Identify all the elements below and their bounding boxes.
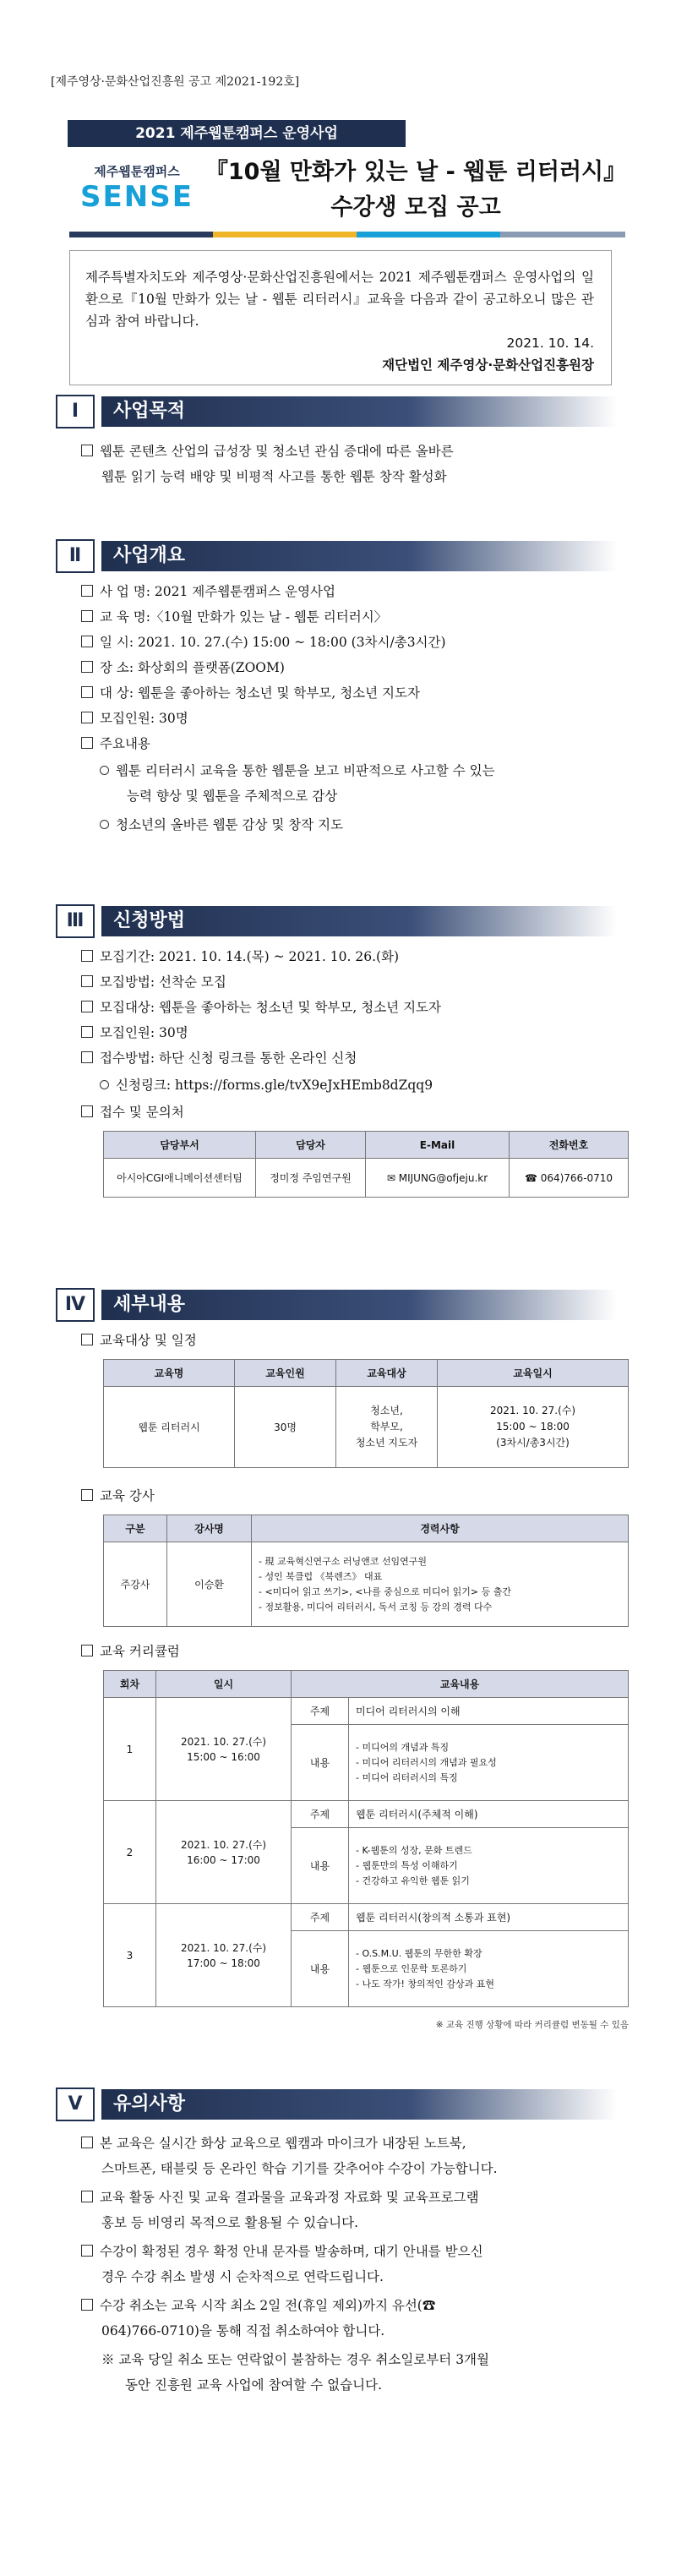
checkbox-icon bbox=[81, 445, 93, 456]
notice-item-4-cont: 064)766-0710)을 통해 직접 취소하여야 합니다. bbox=[101, 2323, 385, 2339]
checkbox-icon bbox=[81, 585, 93, 597]
overview-item: 장 소: 화상회의 플랫폼(ZOOM) bbox=[81, 656, 622, 679]
instructor-role: 주강사 bbox=[104, 1542, 167, 1627]
content-item-1-cont: 능력 향상 및 웹툰을 주체적으로 감상 bbox=[127, 789, 338, 804]
overview-item: 모집인원: 30명 bbox=[81, 707, 622, 730]
checkbox-icon bbox=[81, 2191, 93, 2202]
table-header: 회차 bbox=[104, 1671, 156, 1698]
overview-item: 교 육 명:〈10월 만화가 있는 날 - 웹툰 리터러시〉 bbox=[81, 605, 622, 629]
instructor-table bbox=[103, 1514, 629, 1627]
overview-item: 대 상: 웹툰을 좋아하는 청소년 및 학부모, 청소년 지도자 bbox=[81, 681, 622, 705]
document-number: [제주영상·문화산업진흥원 공고 제2021-192호] bbox=[51, 75, 300, 89]
table-header: 교육명 bbox=[104, 1360, 235, 1387]
table-header: 교육내용 bbox=[292, 1671, 629, 1698]
circle-bullet-icon bbox=[100, 1080, 109, 1089]
purpose-line-2: 웹툰 읽기 능력 배양 및 비평적 사고를 통한 웹툰 창작 활성화 bbox=[101, 469, 447, 484]
contact-label: 접수 및 문의처 bbox=[81, 1100, 622, 1124]
title-line-2: 수강생 모집 공고 bbox=[330, 194, 501, 221]
apply-item: 모집인원: 30명 bbox=[81, 1021, 622, 1045]
overview-item: 사 업 명: 2021 제주웹툰캠퍼스 운영사업 bbox=[81, 580, 622, 603]
contact-table bbox=[103, 1131, 629, 1198]
notice-item-4: 수강 취소는 교육 시작 최소 2일 전(휴일 제외)까지 유선(☎ bbox=[81, 2294, 622, 2317]
table-row bbox=[104, 1698, 629, 1725]
content-item-1: 웹툰 리터러시 교육을 통한 웹툰을 보고 비판적으로 사고할 수 있는 bbox=[100, 759, 624, 783]
section-3-header bbox=[56, 903, 617, 940]
checkbox-icon bbox=[81, 1489, 93, 1501]
session-theme: 웹툰 리터러시(창의적 소통과 표현) bbox=[349, 1904, 629, 1931]
checkbox-icon bbox=[81, 737, 93, 749]
content-item-2: 청소년의 올바른 웹툰 감상 및 창작 지도 bbox=[100, 813, 624, 837]
stripe-yellow bbox=[213, 232, 357, 237]
course-target: 청소년, 학부모, 청소년 지도자 bbox=[336, 1387, 438, 1468]
notice-item-2-cont: 홍보 등 비영리 목적으로 활용될 수 있습니다. bbox=[101, 2215, 359, 2230]
section-title: 신청방법 bbox=[101, 906, 617, 936]
session-time: 2021. 10. 27.(수) 17:00 ~ 18:00 bbox=[156, 1904, 292, 2007]
content-label: 내용 bbox=[292, 1828, 349, 1904]
notice-item-1: 본 교육은 실시간 화상 교육으로 웹캠과 마이크가 내장된 노트북, bbox=[81, 2131, 622, 2155]
section-number: Ⅱ bbox=[56, 539, 95, 573]
notice-item-1-cont: 스마트폰, 태블릿 등 온라인 학습 기기를 갖추어야 수강이 가능합니다. bbox=[101, 2161, 498, 2176]
circle-bullet-icon bbox=[100, 820, 109, 829]
checkbox-icon bbox=[81, 636, 93, 647]
stripe-gray bbox=[500, 232, 625, 237]
table-header: 담당부서 bbox=[104, 1132, 256, 1159]
section-5-header bbox=[56, 2086, 617, 2123]
table-row bbox=[104, 1801, 629, 1828]
curriculum-table bbox=[103, 1670, 629, 2007]
table-header: 일시 bbox=[156, 1671, 292, 1698]
checkbox-icon bbox=[81, 2299, 93, 2311]
notice-item-2: 교육 활동 사진 및 교육 결과물을 교육과정 자료화 및 교육프로그램 bbox=[81, 2186, 622, 2209]
notice-item-3: 수강이 확정된 경우 확정 안내 문자를 발송하며, 대기 안내를 받으신 bbox=[81, 2240, 622, 2263]
table-header: E-Mail bbox=[366, 1132, 510, 1159]
section-number: Ⅳ bbox=[56, 1288, 95, 1322]
schedule-label: 교육대상 및 일정 bbox=[81, 1329, 622, 1352]
checkbox-icon bbox=[81, 2245, 93, 2257]
circle-bullet-icon bbox=[100, 766, 109, 775]
apply-item: 접수방법: 하단 신청 링크를 통한 온라인 신청 bbox=[81, 1046, 622, 1070]
contact-dept: 아시아CGI애니메이션센터팀 bbox=[104, 1159, 256, 1198]
instructor-label: 교육 강사 bbox=[81, 1484, 622, 1508]
schedule-table bbox=[103, 1359, 629, 1468]
session-content: - 미디어의 개념과 특징 - 미디어 리터러시의 개념과 필요성 - 미디어 리터러시의 특징 bbox=[349, 1725, 629, 1801]
theme-label: 주제 bbox=[292, 1698, 349, 1725]
apply-item: 모집방법: 선착순 모집 bbox=[81, 970, 622, 994]
course-datetime: 2021. 10. 27.(수) 15:00 ~ 18:00 (3차시/총3시간) bbox=[438, 1387, 629, 1468]
session-theme: 미디어 리터러시의 이해 bbox=[349, 1698, 629, 1725]
session-content: - K-웹툰의 성장, 문화 트렌드 - 웹툰만의 특성 이해하기 - 건강하고 유익한 웹툰 읽기 bbox=[349, 1828, 629, 1904]
checkbox-icon bbox=[81, 1334, 93, 1345]
checkbox-icon bbox=[81, 712, 93, 723]
section-number: Ⅰ bbox=[56, 395, 95, 428]
stripe-blue bbox=[357, 232, 500, 237]
purpose-line-1: 웹툰 콘텐츠 산업의 급성장 및 청소년 관심 증대에 따른 올바른 bbox=[81, 439, 622, 463]
section-title: 유의사항 bbox=[101, 2089, 617, 2120]
notice-warning-cont: 동안 진흥원 교육 사업에 참여할 수 없습니다. bbox=[125, 2377, 383, 2393]
instructor-career: - 現 교육혁신연구소 러닝앤코 선임연구원 - 성인 북클럽 《북렌즈》 대표 - <미디어 읽고 쓰기>, <나를 중심으로 미디어 읽기> 등 출간 - 정보활용, 미디어 리터러시, 독서 코칭 등 강의 경력 다수 bbox=[252, 1542, 629, 1627]
logo-caption: 제주웹툰캠퍼스 bbox=[94, 164, 180, 179]
checkbox-icon bbox=[81, 975, 93, 987]
section-2-header bbox=[56, 538, 617, 575]
course-capacity: 30명 bbox=[235, 1387, 336, 1468]
notice-warning: ※ 교육 당일 취소 또는 연락없이 불참하는 경우 취소일로부터 3개월 bbox=[101, 2352, 490, 2367]
apply-item: 모집기간: 2021. 10. 14.(목) ~ 2021. 10. 26.(화) bbox=[81, 945, 622, 969]
section-title: 사업목적 bbox=[101, 396, 617, 427]
session-time: 2021. 10. 27.(수) 16:00 ~ 17:00 bbox=[156, 1801, 292, 1904]
checkbox-icon bbox=[81, 1051, 93, 1063]
page-title bbox=[196, 155, 635, 226]
session-time: 2021. 10. 27.(수) 15:00 ~ 16:00 bbox=[156, 1698, 292, 1801]
theme-label: 주제 bbox=[292, 1801, 349, 1828]
content-label: 내용 bbox=[292, 1931, 349, 2007]
contact-person: 정미정 주임연구원 bbox=[256, 1159, 366, 1198]
course-name: 웹툰 리터러시 bbox=[104, 1387, 235, 1468]
section-1-header bbox=[56, 393, 617, 430]
checkbox-icon bbox=[81, 610, 93, 622]
checkbox-icon bbox=[81, 1645, 93, 1656]
checkbox-icon bbox=[81, 1001, 93, 1012]
overview-item: 일 시: 2021. 10. 27.(수) 15:00 ~ 18:00 (3차시/총3시간) bbox=[81, 630, 622, 654]
intro-body: 제주특별자치도와 제주영상·문화산업진흥원에서는 2021 제주웹툰캠퍼스 운영사업의 일환으로『10월 만화가 있는 날 - 웹툰 리터러시』교육을 다음과 같이 공고하오니 많은 관심과 참여 바랍니다. bbox=[85, 270, 594, 329]
section-4-header bbox=[56, 1286, 617, 1323]
curriculum-note: ※ 교육 진행 상황에 따라 커리큘럼 변동될 수 있음 bbox=[435, 2020, 629, 2030]
table-header: 교육일시 bbox=[438, 1360, 629, 1387]
table-header: 경력사항 bbox=[252, 1515, 629, 1542]
table-header: 담당자 bbox=[256, 1132, 366, 1159]
stripe-navy bbox=[69, 232, 213, 237]
content-label: 내용 bbox=[292, 1725, 349, 1801]
intro-date: 2021. 10. 14. bbox=[506, 336, 594, 351]
session-number: 2 bbox=[104, 1801, 156, 1904]
contact-email[interactable]: ✉ MIJUNG@ofjeju.kr bbox=[366, 1159, 510, 1198]
table-header: 교육인원 bbox=[235, 1360, 336, 1387]
overview-item: 주요내용 bbox=[81, 732, 622, 756]
instructor-name: 이승환 bbox=[167, 1542, 252, 1627]
session-content: - O.S.M.U. 웹툰의 무한한 확장 - 웹툰으로 인문학 토론하기 - 나도 작가! 창의적인 감상과 표현 bbox=[349, 1931, 629, 2007]
table-row bbox=[104, 1904, 629, 1931]
session-number: 1 bbox=[104, 1698, 156, 1801]
checkbox-icon bbox=[81, 950, 93, 962]
intro-org: 재단법인 제주영상·문화산업진흥원장 bbox=[382, 357, 594, 373]
session-number: 3 bbox=[104, 1904, 156, 2007]
section-number: Ⅴ bbox=[56, 2088, 95, 2121]
section-number: Ⅲ bbox=[56, 904, 95, 938]
apply-item: 모집대상: 웹툰을 좋아하는 청소년 및 학부모, 청소년 지도자 bbox=[81, 996, 622, 1019]
checkbox-icon bbox=[81, 2137, 93, 2148]
checkbox-icon bbox=[81, 1026, 93, 1038]
curriculum-label: 교육 커리큘럼 bbox=[81, 1640, 622, 1663]
notice-item-3-cont: 경우 수강 취소 발생 시 순차적으로 연락드립니다. bbox=[101, 2269, 384, 2284]
contact-phone: ☎ 064)766-0710 bbox=[510, 1159, 629, 1198]
title-line-1: 『10월 만화가 있는 날 - 웹툰 리터러시』 bbox=[204, 159, 627, 185]
logo-wordmark: SENSE bbox=[80, 180, 194, 214]
table-header: 강사명 bbox=[167, 1515, 252, 1542]
checkbox-icon bbox=[81, 1105, 93, 1117]
checkbox-icon bbox=[81, 686, 93, 698]
apply-link[interactable]: 신청링크: https://forms.gle/tvX9eJxHEmb8dZqq9 bbox=[100, 1073, 624, 1097]
sense-logo bbox=[78, 162, 196, 221]
intro-box bbox=[69, 250, 612, 385]
section-title: 사업개요 bbox=[101, 541, 617, 571]
project-band: 2021 제주웹툰캠퍼스 운영사업 bbox=[68, 120, 406, 147]
table-header: 전화번호 bbox=[510, 1132, 629, 1159]
session-theme: 웹툰 리터러시(주체적 이해) bbox=[349, 1801, 629, 1828]
checkbox-icon bbox=[81, 661, 93, 673]
section-title: 세부내용 bbox=[101, 1290, 617, 1320]
theme-label: 주제 bbox=[292, 1904, 349, 1931]
table-header: 구분 bbox=[104, 1515, 167, 1542]
table-header: 교육대상 bbox=[336, 1360, 438, 1387]
